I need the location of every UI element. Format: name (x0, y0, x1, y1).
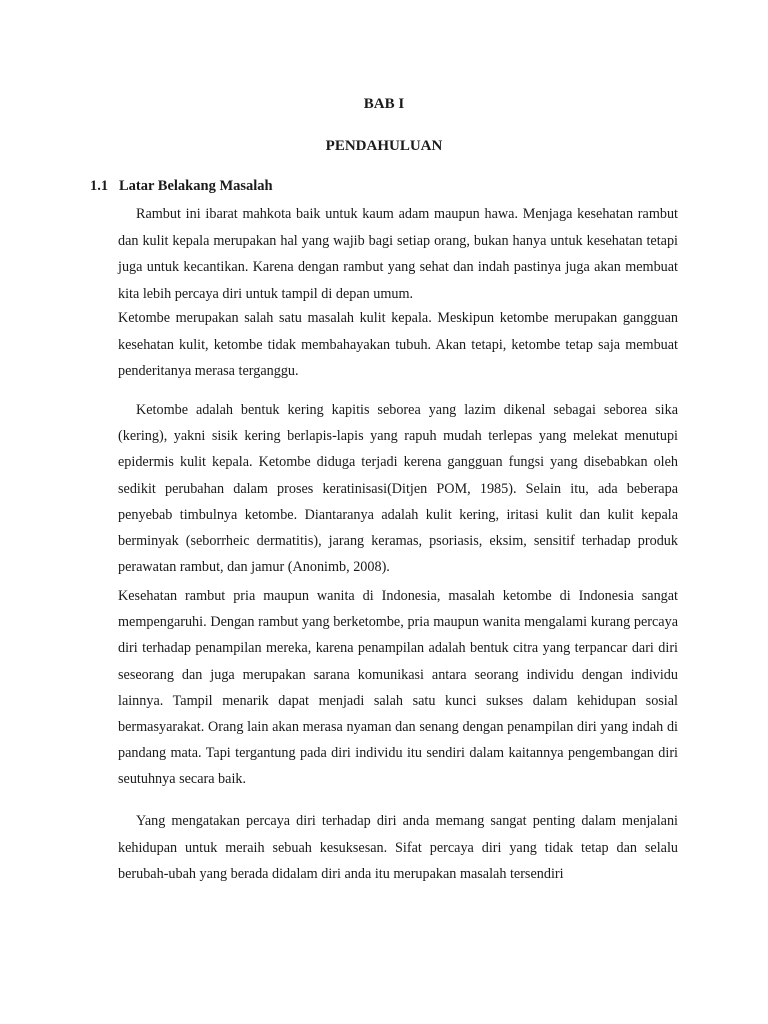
section-title: Latar Belakang Masalah (119, 178, 273, 194)
paragraph-4: Kesehatan rambut pria maupun wanita di Indonesia, masalah ketombe di Indonesia sangat mempengaruhi. Dengan rambut yang berketombe, pria maupun wanita mengalami kurang percaya diri terhadap penampilan mereka, karena penampilan adalah bentuk citra yang terpancar dari diri seseorang dan juga merupakan sarana komunikasi antara seorang individu dengan individu lainnya. Tampil menarik dapat menjadi salah satu kunci sukses dalam kehidupan sosial bermasyarakat. Orang lain akan merasa nyaman dan senang dengan penampilan diri yang indah di pandang mata. Tapi tergantung pada diri individu itu sendiri dalam kaitannya pengembangan diri seutuhnya secara baik. (118, 588, 678, 788)
chapter-number: BAB I (363, 96, 405, 112)
section-number: 1.1 (90, 178, 109, 194)
section-heading (90, 177, 273, 195)
paragraph-2: Ketombe merupakan salah satu masalah kulit kepala. Meskipun ketombe merupakan gangguan kesehatan kulit, ketombe tidak membahayakan tubuh. Akan tetapi, ketombe tetap saja membuat penderitanya merasa terganggu. (118, 310, 678, 380)
chapter-title: PENDAHULUAN (325, 138, 443, 154)
paragraph-1: Rambut ini ibarat mahkota baik untuk kaum adam maupun hawa. Menjaga kesehatan rambut dan kulit kepala merupakan hal yang wajib bagi setiap orang, bukan hanya untuk kesehatan tetapi juga untuk kecantikan. Karena dengan rambut yang sehat dan indah pastinya juga akan membuat kita lebih percaya diri untuk tampil di depan umum. (118, 206, 678, 302)
paragraph-5: Yang mengatakan percaya diri terhadap diri anda memang sangat penting dalam menjalani kehidupan untuk meraih sebuah kesuksesan. Sifat percaya diri yang tidak tetap dan selalu berubah-ubah yang berada didalam diri anda itu merupakan masalah tersendiri (118, 813, 678, 883)
paragraph-3: Ketombe adalah bentuk kering kapitis seborea yang lazim dikenal sebagai seborea sika (kering), yakni sisik kering berlapis-lapis yang rapuh mudah terlepas yang melekat menutupi epidermis kulit kepala. Ketombe diduga terjadi kerena gangguan fungsi yang disebabkan oleh sedikit perubahan dalam proses keratinisasi(Ditjen POM, 1985). Selain itu, ada beberapa penyebab timbulnya ketombe. Diantaranya adalah kulit kering, iritasi kulit dan kulit kepala berminyak (seborrheic dermatitis), jarang keramas, psoriasis, eksim, sensitif terhadap produk perawatan rambut, dan jamur (Anonimb, 2008). (118, 402, 678, 576)
